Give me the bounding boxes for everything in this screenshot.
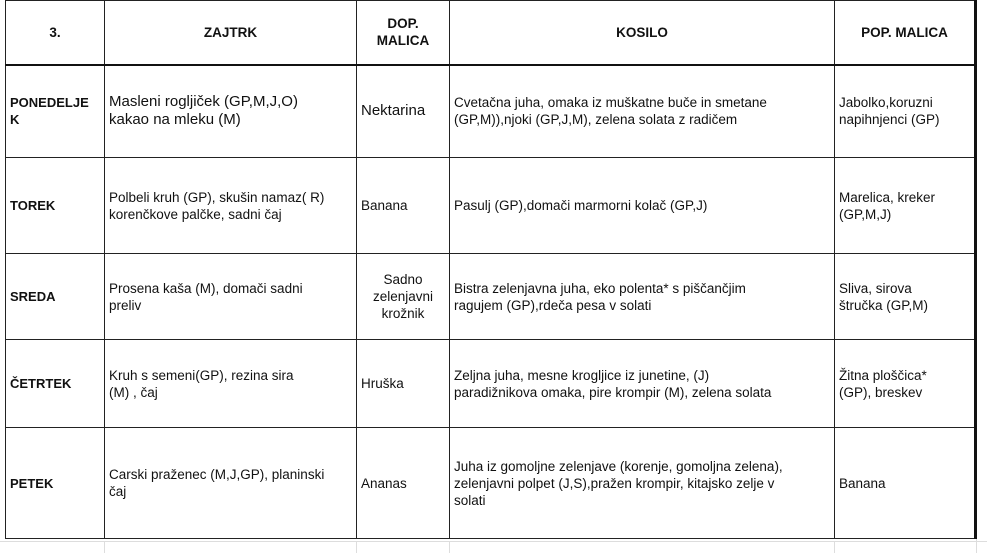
breakfast-cell: Prosena kaša (M), domači sadni preliv: [105, 254, 357, 340]
afternoon-snack-cell: Banana: [835, 428, 976, 539]
table-row: [6, 254, 976, 340]
breakfast-cell: Kruh s semeni(GP), rezina sira (M) , čaj: [105, 340, 357, 428]
breakfast-cell: Polbeli kruh (GP), skušin namaz( R) korenčkove palčke, sadni čaj: [105, 158, 357, 254]
morning-snack-cell: Sadno zelenjavni krožnik: [357, 254, 450, 340]
breakfast-cell: Carski praženec (M,J,GP), planinski čaj: [105, 428, 357, 539]
lunch-cell: Juha iz gomoljne zelenjave (korenje, gomoljna zelena), zelenjavni polpet (J,S),pražen krompir, kitajsko zelje v solati: [450, 428, 835, 539]
afternoon-snack-cell: Žitna ploščica* (GP), breskev: [835, 340, 976, 428]
header-row: [6, 1, 976, 65]
day-cell: TOREK: [6, 158, 105, 254]
afternoon-snack-cell: Marelica, kreker (GP,M,J): [835, 158, 976, 254]
header-week: 3.: [6, 1, 105, 65]
lunch-cell: Zeljna juha, mesne krogljice iz junetine, (J) paradižnikova omaka, pire krompir (M), zelena solata: [450, 340, 835, 428]
day-cell: PONEDELJE K: [6, 65, 105, 158]
morning-snack-cell: Hruška: [357, 340, 450, 428]
weekly-menu-table: [5, 0, 977, 539]
lunch-cell: Cvetačna juha, omaka iz muškatne buče in smetane (GP,M)),njoki (GP,J,M), zelena solata z radičem: [450, 65, 835, 158]
gridline-col-1: [104, 541, 105, 553]
afternoon-snack-cell: Jabolko,koruzni napihnjenci (GP): [835, 65, 976, 158]
table-row: [6, 65, 976, 158]
day-cell: ČETRTEK: [6, 340, 105, 428]
day-cell: SREDA: [6, 254, 105, 340]
morning-snack-cell: Nektarina: [357, 65, 450, 158]
afternoon-snack-cell: Sliva, sirova štručka (GP,M): [835, 254, 976, 340]
header-morning-snack: DOP. MALICA: [357, 1, 450, 65]
table-row: [6, 428, 976, 539]
lunch-cell: Bistra zelenjavna juha, eko polenta* s piščančjim ragujem (GP),rdeča pesa v solati: [450, 254, 835, 340]
day-cell: PETEK: [6, 428, 105, 539]
gridline-col-3: [449, 541, 450, 553]
header-lunch: KOSILO: [450, 1, 835, 65]
breakfast-cell: Masleni rogljiček (GP,M,J,O) kakao na mleku (M): [105, 65, 357, 158]
gridline-col-4: [834, 541, 835, 553]
lunch-cell: Pasulj (GP),domači marmorni kolač (GP,J): [450, 158, 835, 254]
header-breakfast: ZAJTRK: [105, 1, 357, 65]
table-row: [6, 340, 976, 428]
gridline-col-2: [356, 541, 357, 553]
table-row: [6, 158, 976, 254]
header-afternoon-snack: POP. MALICA: [835, 1, 976, 65]
morning-snack-cell: Banana: [357, 158, 450, 254]
morning-snack-cell: Ananas: [357, 428, 450, 539]
gridline-bottom: [0, 541, 987, 542]
